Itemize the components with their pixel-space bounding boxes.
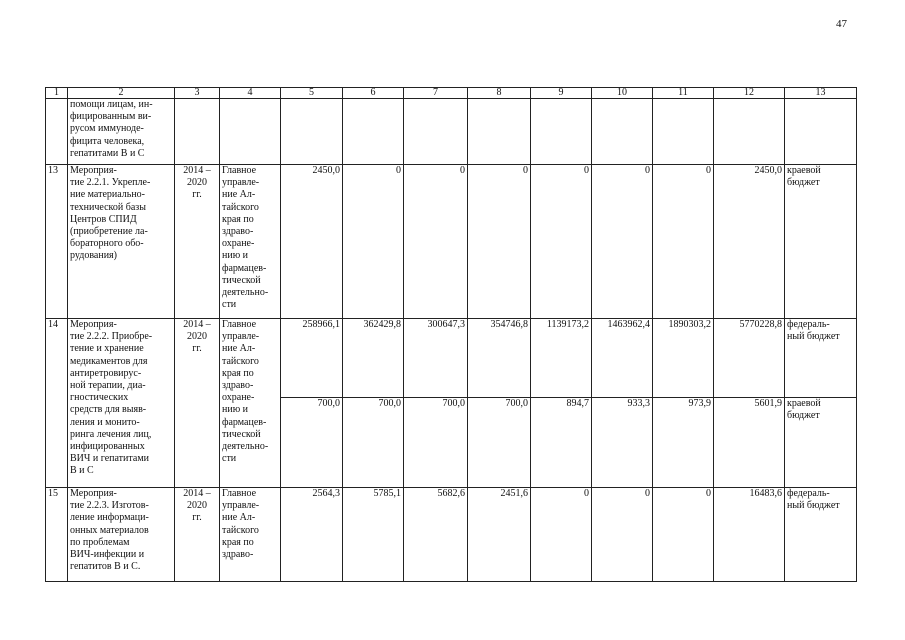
column-header: 7 [404, 88, 468, 99]
value-cell: 0 [404, 165, 468, 319]
table-row [46, 488, 857, 582]
value-cell: 0 [468, 165, 531, 319]
value-cell: 933,3 [592, 398, 653, 488]
value-cell: 2450,0 [714, 165, 785, 319]
value-cell: 0 [531, 488, 592, 582]
period: 2014 – 2020 гг. [175, 319, 220, 488]
value-cell: 0 [343, 165, 404, 319]
column-header: 10 [592, 88, 653, 99]
table-row [46, 165, 857, 319]
activity-name: Мероприя- тие 2.2.1. Укрепле- ние материально- технической базы Центров СПИД (приобретение ла- бораторного обо- рудования) [68, 165, 175, 319]
value-cell: 362429,8 [343, 319, 404, 398]
executor [220, 99, 281, 165]
column-header: 4 [220, 88, 281, 99]
value-cell: 5770228,8 [714, 319, 785, 398]
executor: Главное управле- ние Ал- тайского края по здраво- охране- нию и фармацев- тической деятельно- сти [220, 319, 281, 488]
column-header: 2 [68, 88, 175, 99]
funding-source: краевой бюджет [785, 398, 857, 488]
funding-source: краевой бюджет [785, 165, 857, 319]
value-cell: 700,0 [468, 398, 531, 488]
value-cell: 0 [653, 488, 714, 582]
column-header: 5 [281, 88, 343, 99]
value-cell: 2451,6 [468, 488, 531, 582]
column-number-row [46, 88, 857, 99]
value-cell: 0 [592, 165, 653, 319]
row-number: 14 [46, 319, 68, 488]
activity-name: помощи лицам, ин- фицированным ви- русом иммуноде- фицита человека, гепатитами В и С [68, 99, 175, 165]
value-cell: 5601,9 [714, 398, 785, 488]
value-cell: 0 [653, 165, 714, 319]
table-row [46, 319, 857, 398]
column-header: 12 [714, 88, 785, 99]
funding-source: федераль- ный бюджет [785, 319, 857, 398]
funding-source: федераль- ный бюджет [785, 488, 857, 582]
value-cell: 0 [592, 488, 653, 582]
period [175, 99, 220, 165]
value-cell: 258966,1 [281, 319, 343, 398]
value-cell: 1139173,2 [531, 319, 592, 398]
column-header: 6 [343, 88, 404, 99]
column-header: 9 [531, 88, 592, 99]
row-number: 15 [46, 488, 68, 582]
executor: Главное управле- ние Ал- тайского края по здраво- [220, 488, 281, 582]
row-number: 13 [46, 165, 68, 319]
value-cell: 2564,3 [281, 488, 343, 582]
column-header: 11 [653, 88, 714, 99]
value-cell: 1463962,4 [592, 319, 653, 398]
period: 2014 – 2020 гг. [175, 488, 220, 582]
column-header: 3 [175, 88, 220, 99]
value-cell: 300647,3 [404, 319, 468, 398]
value-cell: 16483,6 [714, 488, 785, 582]
column-header: 13 [785, 88, 857, 99]
value-cell: 700,0 [281, 398, 343, 488]
executor: Главное управле- ние Ал- тайского края по здраво- охране- нию и фармацев- тической деятельно- сти [220, 165, 281, 319]
column-header: 8 [468, 88, 531, 99]
row-number [46, 99, 68, 165]
value-cell: 973,9 [653, 398, 714, 488]
value-cell: 700,0 [404, 398, 468, 488]
value-cell: 700,0 [343, 398, 404, 488]
value-cell: 5682,6 [404, 488, 468, 582]
period: 2014 – 2020 гг. [175, 165, 220, 319]
value-cell: 5785,1 [343, 488, 404, 582]
value-cell: 354746,8 [468, 319, 531, 398]
table-row [46, 99, 857, 165]
activity-name: Мероприя- тие 2.2.2. Приобре- тение и хранение медикаментов для антиретровирус- ной терапии, диа- гностических средств для выяв- ления и монито- ринга лечения лиц, инфицированных ВИЧ и гепатитами В и С [68, 319, 175, 488]
value-cell: 2450,0 [281, 165, 343, 319]
column-header: 1 [46, 88, 68, 99]
budget-table [45, 87, 857, 582]
value-cell: 894,7 [531, 398, 592, 488]
activity-name: Мероприя- тие 2.2.3. Изготов- ление информаци- онных материалов по проблемам ВИЧ-инфекции и гепатитов В и С. [68, 488, 175, 582]
page-number: 47 [836, 18, 847, 30]
value-cell: 0 [531, 165, 592, 319]
value-cell: 1890303,2 [653, 319, 714, 398]
